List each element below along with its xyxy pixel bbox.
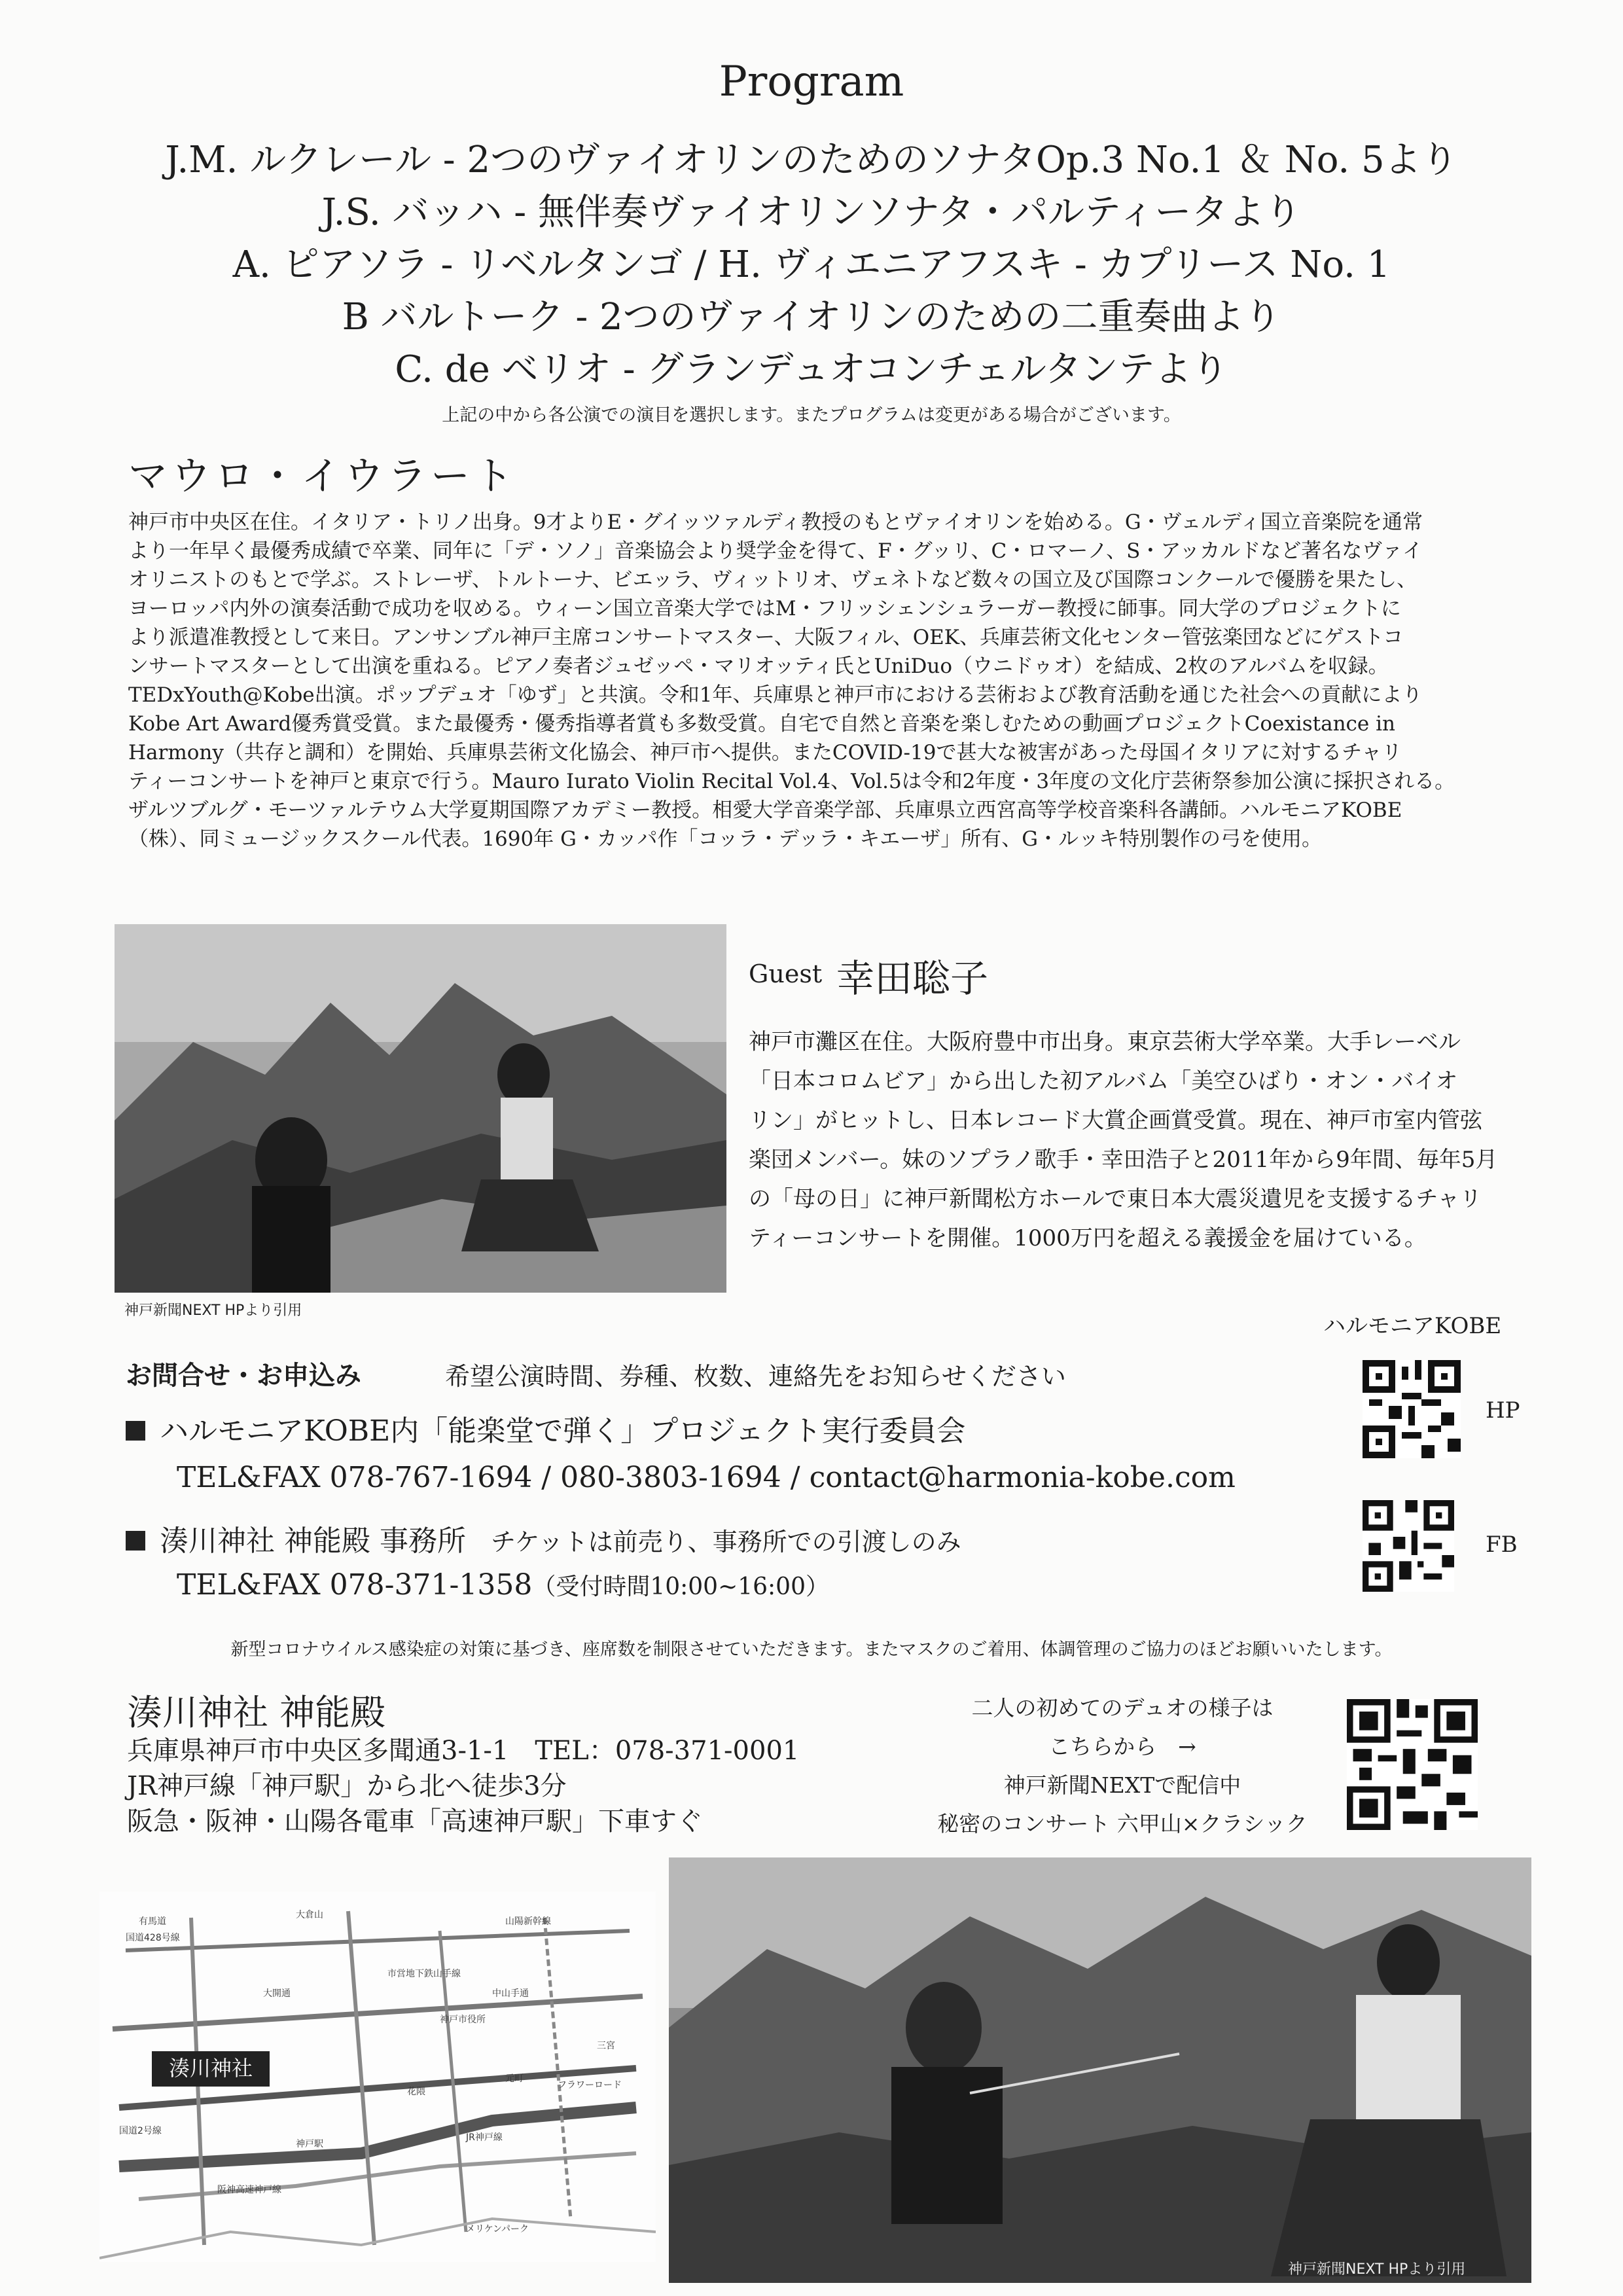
program-item: B バルトーク - 2つのヴァイオリンのための二重奏曲より	[342, 296, 1281, 338]
bio-line: Harmony（共存と調和）を開始、兵庫県芸術文化協会、神戸市へ提供。またCOVID-19で甚大な被害があった母国イタリアに対するチャリ	[128, 741, 1402, 764]
program-item: J.S. バッハ - 無伴奏ヴァイオリンソナタ・パルティータより	[321, 191, 1302, 234]
map-label: 有馬道	[139, 1916, 166, 1927]
bio-line: の「母の日」に神戸新聞松方ホールで東日本大震災遺児を支援するチャリ	[749, 1186, 1482, 1212]
office-line	[126, 1517, 961, 1559]
map-label: 元町	[505, 2073, 524, 2084]
program-title: Program	[719, 58, 904, 106]
office-tel[interactable]: TEL&FAX 078-371-1358	[177, 1568, 533, 1602]
map-label: 中山手通	[492, 1988, 529, 1999]
organizer-line	[126, 1407, 965, 1449]
photo2-caption: 神戸新聞NEXT HPより引用	[1288, 2261, 1466, 2278]
venue-access-jr: JR神戸線「神戸駅」から北へ徒歩3分	[127, 1771, 567, 1801]
covid-note: 新型コロナウイルス感染症の対策に基づき、座席数を制限させていただきます。またマスクのご着用、体調管理のご協力のほどお願いいたします。	[230, 1640, 1393, 1660]
inquiry-title: お問合せ・お申込み	[126, 1360, 361, 1391]
map-label: 神戸市役所	[440, 2015, 486, 2025]
bio-line: 神戸市灘区在住。大阪府豊中市出身。東京芸術大学卒業。大手レーベル	[749, 1029, 1461, 1055]
organizer-name: ハルモニアKOBE内「能楽堂で弾く」プロジェクト実行委員会	[160, 1414, 966, 1448]
venue-access-hankyu: 阪急・阪神・山陽各電車「高速神戸駅」下車すぐ	[127, 1806, 703, 1837]
bio-line: Kobe Art Award優秀賞受賞。また最優秀・優秀指導者賞も多数受賞。自宅で自然と音楽を楽しむための動画プロジェクトCoexistance in	[128, 712, 1395, 736]
venue-address	[127, 1733, 799, 1839]
qr-code-fb-icon[interactable]	[1363, 1500, 1454, 1592]
qr-hp-label: HP	[1486, 1397, 1520, 1424]
map-label: 花隈	[407, 2087, 425, 2097]
bio-line: より派遣准教授として来日。アンサンブル神戸主席コンサートマスター、大阪フィル、OEK、兵庫芸術文化センター管弦楽団などにゲストコ	[128, 626, 1404, 649]
map-label: 大倉山	[296, 1910, 323, 1920]
map-label: 大開通	[263, 1988, 291, 1999]
office-hours: （受付時間10:00~16:00）	[532, 1573, 829, 1600]
video-line: 秘密のコンサート 六甲山×クラシック	[937, 1811, 1308, 1837]
bio-line: 神戸市中央区在住。イタリア・トリノ出身。9才よりE・グイッツァルディ教授のもとヴァイオリンを始める。G・ヴェルディ国立音楽院を通常	[128, 511, 1423, 534]
organizer-contact[interactable]: TEL&FAX 078-767-1694 / 080-3803-1694 / contact@harmonia-kobe.com	[177, 1461, 1236, 1494]
map-label: 三宮	[597, 2041, 615, 2051]
video-info	[870, 1689, 1374, 1843]
office-name: 湊川神社 神能殿 事務所	[160, 1524, 466, 1558]
bio-line: ティーコンサートを開催。1000万円を超える義援金を届けている。	[749, 1225, 1427, 1251]
guest-label: Guest	[749, 960, 823, 988]
program-item: A. ピアソラ - リベルタンゴ / H. ヴィエニアフスキ - カプリース No. 1	[232, 243, 1391, 286]
square-bullet-icon	[126, 1421, 145, 1441]
duo-mountain-photo	[115, 924, 726, 1293]
bio-line: 「日本コロムビア」から出した初アルバム「美空ひばり・オン・バイオ	[749, 1068, 1458, 1094]
map-shrine-label: 湊川神社	[168, 2056, 253, 2081]
program-note: 上記の中から各公演での演目を選択します。またプログラムは変更がある場合がございます。	[442, 405, 1181, 425]
venue-name: 湊川神社 神能殿	[127, 1692, 386, 1733]
map-label: 市営地下鉄山手線	[387, 1969, 461, 1979]
guest-bio	[749, 1022, 1541, 1258]
map-label: 阪神高速神戸線	[217, 2185, 281, 2195]
program-list	[0, 134, 1623, 396]
bio-line: より一年早く最優秀成績で卒業、同年に「デ・ソノ」音楽協会より奨学金を得て、F・グッリ、C・ロマーノ、S・アッカルドなど著名なヴァイ	[128, 539, 1423, 563]
map-label: メリケンパーク	[466, 2224, 529, 2234]
inquiry-desc: 希望公演時間、券種、枚数、連絡先をお知らせください	[445, 1362, 1066, 1391]
bio-line: ザルツブルグ・モーツァルテウム大学夏期国際アカデミー教授。相愛大学音楽学部、兵庫県立西宮高等学校音楽科各講師。ハルモニアKOBE	[128, 798, 1402, 822]
qr-code-video-icon[interactable]	[1347, 1699, 1478, 1830]
photo1-caption: 神戸新聞NEXT HPより引用	[124, 1302, 302, 1319]
bio-line: オリニストのもとで学ぶ。ストレーザ、トルトーナ、ビエッラ、ヴィットリオ、ヴェネトなど数々の国立及び国際コンクールで優勝を果たし、	[128, 568, 1418, 592]
access-map	[99, 1892, 656, 2262]
performer-name: マウロ・イウラート	[128, 454, 517, 499]
video-line: 神戸新聞NEXTで配信中	[1003, 1772, 1241, 1798]
office-note: チケットは前売り、事務所での引渡しのみ	[490, 1528, 961, 1556]
guest-name: 幸田聡子	[836, 956, 989, 1001]
bio-line: 楽団メンバー。妹のソプラノ歌手・幸田浩子と2011年から9年間、毎年5月	[749, 1147, 1498, 1173]
performer-bio	[128, 508, 1509, 853]
map-label: 山陽新幹線	[505, 1916, 551, 1927]
program-item: C. de ベリオ - グランデュオコンチェルタンテより	[395, 348, 1228, 391]
video-line: 二人の初めてのデュオの様子は	[971, 1695, 1274, 1721]
duo-performance-photo	[669, 1857, 1531, 2283]
map-label: 神戸駅	[296, 2139, 323, 2149]
map-label: JR神戸線	[466, 2132, 503, 2143]
qr-fb-label: FB	[1486, 1532, 1518, 1558]
square-bullet-icon	[126, 1531, 145, 1551]
map-label: 国道428号線	[126, 1933, 180, 1943]
bio-line: TEDxYouth@Kobe出演。ポップデュオ「ゆず」と共演。令和1年、兵庫県と神戸市における芸術および教育活動を通じた社会への貢献により	[128, 683, 1423, 707]
program-item: J.M. ルクレール - 2つのヴァイオリンのためのソナタOp.3 No.1 ＆ No. 5より	[165, 139, 1458, 181]
bio-line: ティーコンサートを神戸と東京で行う。Mauro Iurato Violin Recital Vol.4、Vol.5は令和2年度・3年度の文化庁芸術祭参加公演に採択される。	[128, 770, 1455, 793]
bio-line: （株）、同ミュージックスクール代表。1690年 G・カッパ作「コッラ・デッラ・キエーザ」所有、G・ルッキ特別製作の弓を使用。	[128, 827, 1323, 851]
qr-org-label: ハルモニアKOBE	[1323, 1313, 1502, 1339]
video-line: こちらから →	[1048, 1734, 1196, 1759]
office-contact	[177, 1568, 829, 1602]
bio-line: リン」がヒットし、日本レコード大賞企画賞受賞。現在、神戸市室内管弦	[749, 1107, 1482, 1134]
venue-address-line: 兵庫県神戸市中央区多聞通3-1-1 TEL：078-371-0001	[127, 1736, 800, 1766]
bio-line: ヨーロッパ内外の演奏活動で成功を収める。ウィーン国立音楽大学ではM・フリッシェンシュラーガー教授に師事。同大学のプロジェクトに	[128, 597, 1401, 620]
map-label: フラワーロード	[558, 2080, 622, 2090]
bio-line: ンサートマスターとして出演を重ねる。ピアノ奏者ジュゼッペ・マリオッティ氏とUniDuo（ウニドゥオ）を結成、2枚のアルバムを収録。	[128, 655, 1389, 678]
map-label: 国道2号線	[119, 2126, 162, 2136]
qr-code-hp-icon[interactable]	[1363, 1360, 1461, 1458]
